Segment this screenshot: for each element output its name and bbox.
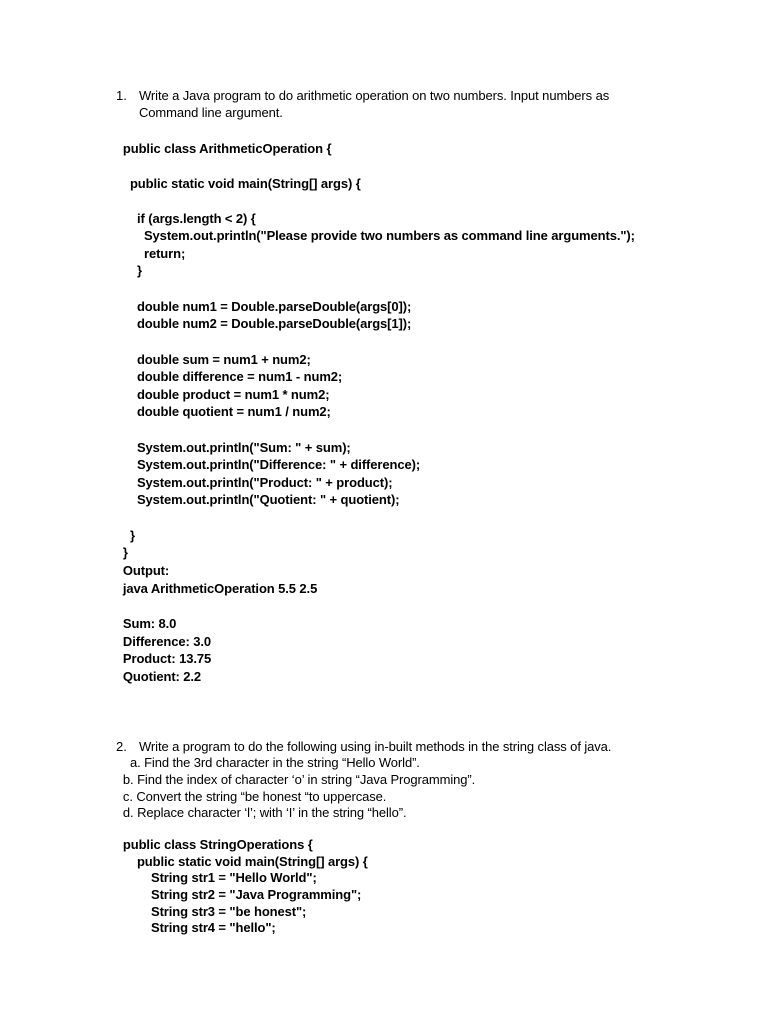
code-line: double product = num1 * num2; [0,387,330,402]
task-item: c. Convert the string “be honest “to uppercase. [0,789,387,804]
code-line: } [0,528,135,543]
code-line: double difference = num1 - num2; [0,369,343,384]
code-line: System.out.println("Quotient: " + quotient); [0,492,400,507]
code-line: } [0,263,142,278]
code-line: if (args.length < 2) { [0,211,256,226]
task-item: a. Find the 3rd character in the string “Hello World”. [0,755,420,770]
output-line: Sum: 8.0 [0,616,177,631]
question-text: Write a program to do the following using in-built methods in the string class of java. [139,739,612,754]
output-line: Difference: 3.0 [0,634,212,649]
code-line: String str4 = "hello"; [0,920,276,935]
code-line: double num2 = Double.parseDouble(args[1]); [0,316,412,331]
code-line: System.out.println("Sum: " + sum); [0,440,351,455]
code-line: public class StringOperations { [0,837,313,852]
code-line: double num1 = Double.parseDouble(args[0]); [0,299,412,314]
code-line: System.out.println("Difference: " + difference); [0,457,421,472]
question-number: 1. [116,88,127,103]
code-line: double quotient = num1 / num2; [0,404,331,419]
code-line: public static void main(String[] args) { [0,854,368,869]
code-line: String str2 = "Java Programming"; [0,887,362,902]
code-line: double sum = num1 + num2; [0,352,311,367]
code-line: String str1 = "Hello World"; [0,870,317,885]
question-text: Write a Java program to do arithmetic operation on two numbers. Input numbers as [139,88,610,103]
output-label: Output: [0,563,170,578]
code-line: public class ArithmeticOperation { [0,141,332,156]
code-line: System.out.println("Please provide two numbers as command line arguments."); [0,228,635,243]
output-command: java ArithmeticOperation 5.5 2.5 [0,581,318,596]
code-line: System.out.println("Product: " + product); [0,475,393,490]
task-item: d. Replace character ‘l’; with ‘I’ in the string “hello”. [0,805,407,820]
code-line: return; [0,246,186,261]
task-item: b. Find the index of character ‘o’ in string “Java Programming”. [0,772,476,787]
question-number: 2. [116,739,127,754]
code-line: String str3 = "be honest"; [0,904,307,919]
output-line: Quotient: 2.2 [0,669,202,684]
code-line: } [0,545,128,560]
code-line: public static void main(String[] args) { [0,176,361,191]
output-line: Product: 13.75 [0,651,212,666]
question-text: Command line argument. [139,105,283,120]
